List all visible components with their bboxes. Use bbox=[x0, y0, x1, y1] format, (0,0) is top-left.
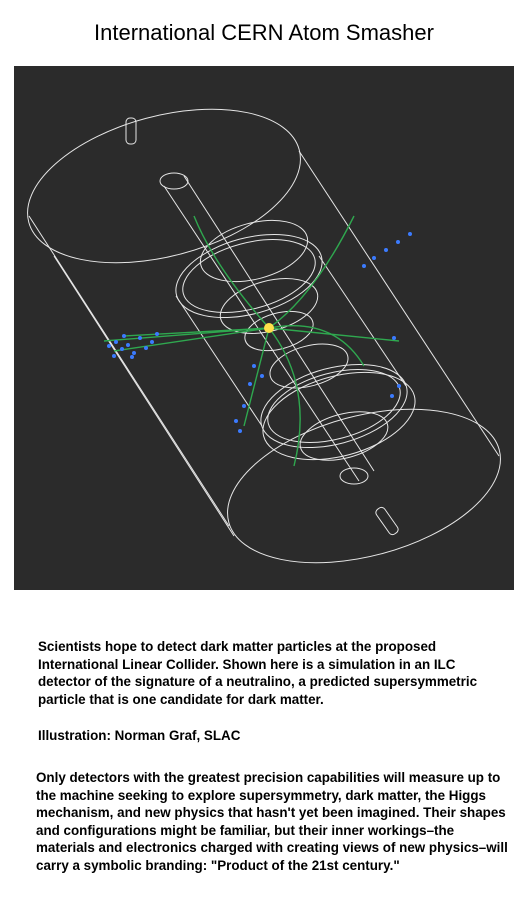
calorimeter-hits bbox=[107, 232, 412, 433]
article-paragraph: Only detectors with the greatest precision capabilities will measure up to the machine seeking to explore supersymmetry, dark matter, the Higgs mechanism, and new physics that hasn't yet been imagined. Their shapes and configurations might be familiar, but their inner workings–the materials and electronics charged with creating views of new physics–will carry a symbolic branding: "Product of the 21st century." bbox=[36, 770, 508, 873]
page-title: International CERN Atom Smasher bbox=[94, 20, 434, 45]
particle-tracks bbox=[104, 216, 399, 466]
detector-wireframe-svg bbox=[14, 66, 514, 590]
outer-cylinder bbox=[14, 82, 514, 590]
interaction-vertex bbox=[264, 323, 274, 333]
detector-illustration bbox=[14, 66, 514, 590]
figure-caption: Scientists hope to detect dark matter particles at the proposed International Linear Collider. Shown here is a simulation in an ILC detector of the signature of a neutralino, a predicted supersymmetric particle that is one candidate for dark matter. bbox=[38, 639, 478, 707]
illustration-credit: Illustration: Norman Graf, SLAC bbox=[38, 728, 241, 743]
